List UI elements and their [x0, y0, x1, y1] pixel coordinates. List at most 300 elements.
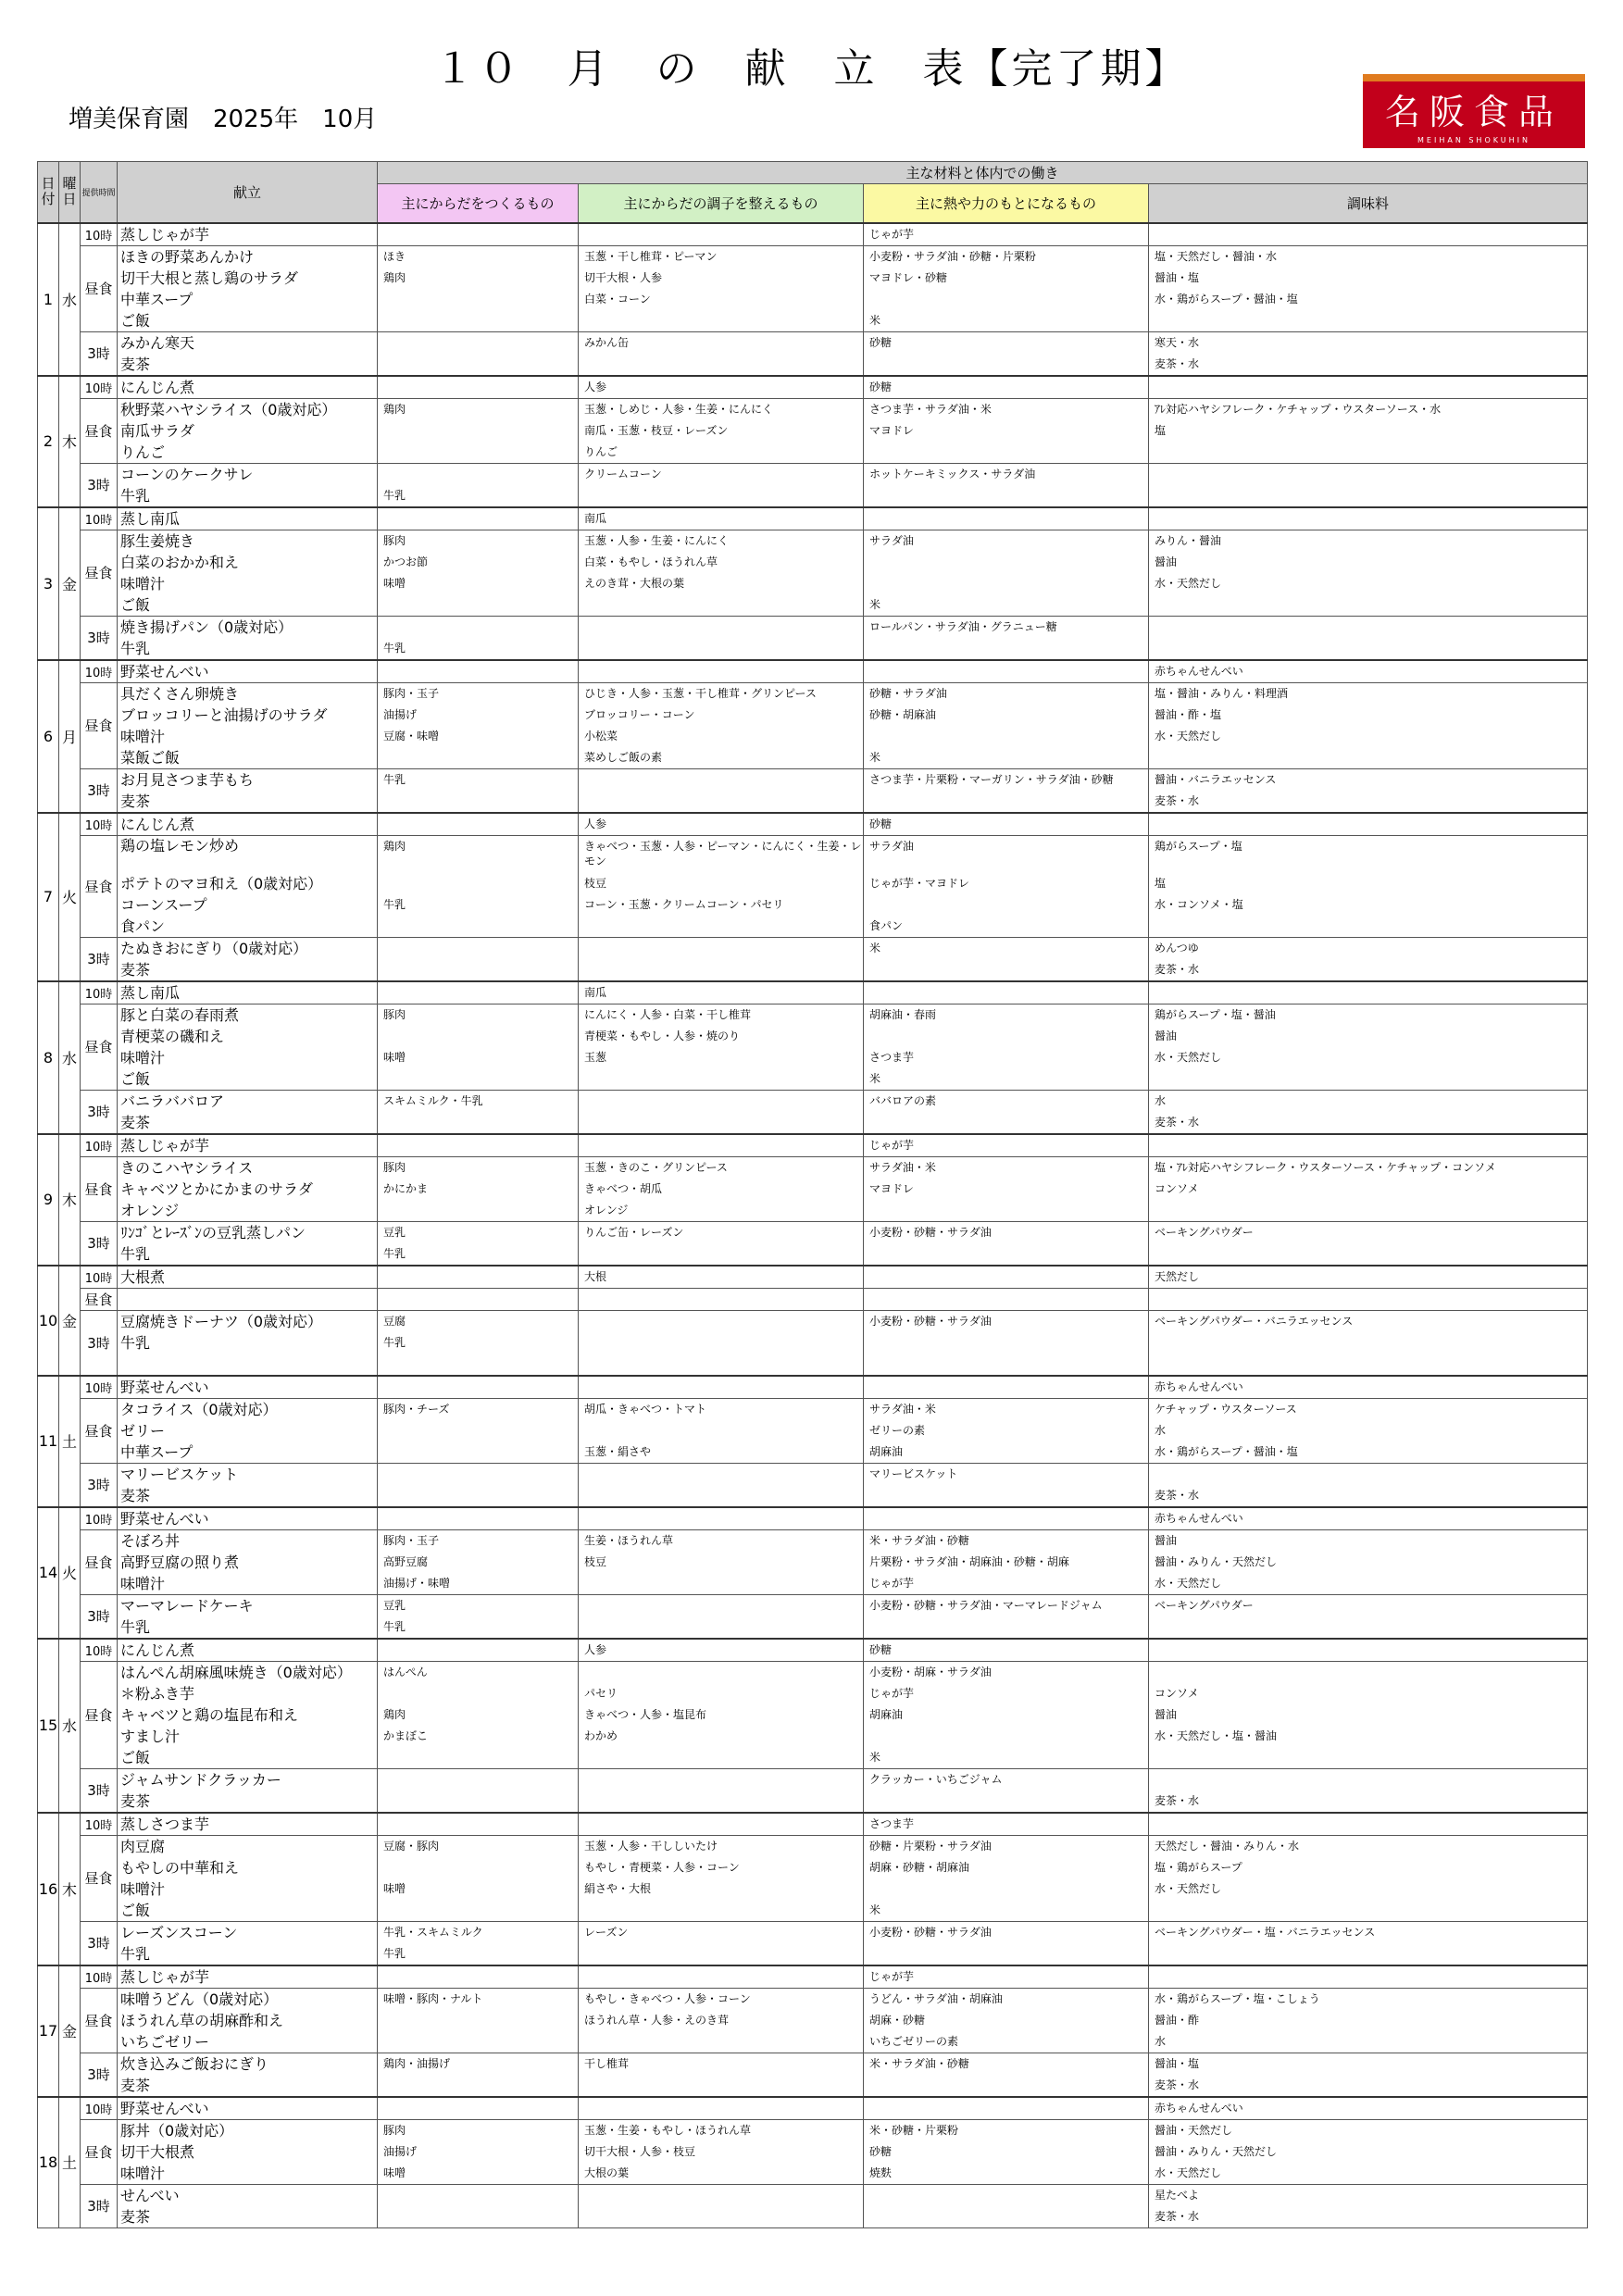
table-row — [38, 331, 1588, 376]
time-cell: 3時 — [81, 768, 118, 813]
conditioning-ingredient-cell — [579, 1156, 864, 1221]
body-ingredient-cell — [378, 463, 579, 507]
table-row — [38, 1507, 1588, 1530]
seasoning-line — [1155, 814, 1587, 835]
time-cell: 3時 — [81, 1221, 118, 1266]
table-row — [38, 1639, 1588, 1662]
header-energy: 主に熱や力のもとになるもの — [864, 184, 1149, 223]
body-ingredient-cell — [378, 1921, 579, 1965]
time-cell: 昼食 — [81, 2119, 118, 2184]
energy-ingredient-line: 砂糖 — [869, 380, 893, 393]
seasoning-line — [1155, 224, 1587, 245]
dish-line: 牛乳 — [120, 486, 151, 505]
date-cell: 10 — [38, 1266, 59, 1376]
dish-line: 野菜せんべい — [120, 2099, 209, 2117]
body-ingredient-line — [383, 1814, 578, 1835]
seasoning-line: 麦茶・水 — [1155, 1115, 1200, 1129]
conditioning-ingredient-line — [584, 959, 863, 980]
energy-ingredient-line: さつま芋 — [869, 1050, 915, 1064]
energy-ingredient-line: クラッカー・いちごジャム — [869, 1772, 1003, 1786]
energy-ingredient-line: 小麦粉・サラダ油・砂糖・片栗粉 — [869, 249, 1036, 263]
dish-cell — [118, 331, 378, 376]
logo-stripe — [1363, 74, 1585, 81]
dish-cell — [118, 1594, 378, 1639]
dish-line: 蒸しじゃが芋 — [120, 1967, 210, 1986]
body-ingredient-line — [383, 2098, 578, 2119]
conditioning-ingredient-line: 生姜・ほうれん草 — [584, 1533, 674, 1547]
seasoning-line: 醤油 — [1155, 555, 1178, 568]
seasoning-line — [1155, 1640, 1587, 1661]
energy-ingredient-line — [869, 1943, 1148, 1965]
energy-ingredient-line — [869, 1878, 1148, 1900]
body-ingredient-line — [383, 2206, 578, 2227]
dish-cell — [118, 376, 378, 399]
dish-line — [120, 1289, 377, 1310]
seasoning-cell — [1149, 1921, 1588, 1965]
energy-ingredient-line — [869, 661, 1148, 682]
company-logo — [1363, 74, 1585, 148]
dish-cell — [118, 1768, 378, 1813]
seasoning-line: 麦茶・水 — [1155, 962, 1200, 976]
seasoning-line: 天然だし・醤油・みりん・水 — [1155, 1839, 1300, 1853]
body-ingredient-cell — [378, 530, 579, 616]
energy-ingredient-line — [869, 485, 1148, 506]
conditioning-ingredient-line: えのき茸・大根の葉 — [584, 576, 685, 590]
table-row — [38, 660, 1588, 683]
conditioning-ingredient-line: パセリ — [584, 1686, 618, 1700]
conditioning-ingredient-cell — [579, 1134, 864, 1157]
seasoning-cell — [1149, 398, 1588, 463]
energy-ingredient-line — [869, 959, 1148, 980]
time-cell: 昼食 — [81, 1004, 118, 1090]
body-ingredient-line — [383, 1747, 578, 1768]
dish-line: 野菜せんべい — [120, 1509, 209, 1528]
body-ingredient-line — [383, 1267, 578, 1288]
energy-ingredient-cell — [864, 223, 1149, 246]
dish-line: 麦茶 — [120, 1791, 151, 1810]
time-cell: 昼食 — [81, 530, 118, 616]
dish-cell — [118, 1090, 378, 1134]
time-cell: 3時 — [81, 616, 118, 660]
seasoning-cell — [1149, 981, 1588, 1004]
seasoning-cell — [1149, 376, 1588, 399]
dish-line: マーマレードケーキ — [120, 1596, 254, 1615]
weekday-cell: 火 — [59, 813, 81, 981]
energy-ingredient-line: マヨドレ — [869, 423, 915, 437]
energy-ingredient-cell — [864, 530, 1149, 616]
seasoning-line — [1155, 1814, 1587, 1835]
dish-line: ジャムサンドクラッカー — [120, 1770, 281, 1789]
time-cell: 3時 — [81, 2053, 118, 2097]
conditioning-ingredient-line: 切干大根・人参 — [584, 270, 663, 284]
seasoning-cell — [1149, 1398, 1588, 1463]
weekday-cell: 木 — [59, 376, 81, 507]
dish-line: 豚生姜焼き — [120, 531, 195, 550]
body-ingredient-line — [383, 310, 578, 331]
energy-ingredient-line — [869, 1616, 1148, 1638]
time-cell: 10時 — [81, 1813, 118, 1836]
energy-ingredient-cell — [864, 1835, 1149, 1921]
body-ingredient-line: 鶏肉 — [383, 1707, 406, 1721]
seasoning-line — [1155, 916, 1587, 937]
dish-line: せんべい — [120, 2186, 180, 2204]
dish-cell — [118, 507, 378, 530]
seasoning-line: 塩 — [1155, 876, 1167, 890]
body-ingredient-line — [383, 1135, 578, 1156]
conditioning-ingredient-line: みかん缶 — [584, 335, 630, 349]
energy-ingredient-cell — [864, 2053, 1149, 2097]
dish-cell — [118, 1398, 378, 1463]
conditioning-ingredient-line: ひじき・人参・玉葱・干し椎茸・グリンピース — [584, 686, 817, 700]
date-cell: 1 — [38, 223, 59, 376]
energy-ingredient-cell — [864, 937, 1149, 981]
energy-ingredient-line: 胡麻・砂糖・胡麻油 — [869, 1860, 970, 1874]
body-ingredient-line — [383, 661, 578, 682]
dish-line: 麦茶 — [120, 1113, 151, 1131]
seasoning-line: ｱﾚ対応ハヤシフレーク・ケチャップ・ウスターソース・水 — [1155, 402, 1442, 416]
seasoning-line: 水・天然だし — [1155, 1050, 1222, 1064]
body-ingredient-line — [383, 1377, 578, 1398]
table-row — [38, 1221, 1588, 1266]
body-ingredient-line — [383, 1068, 578, 1090]
body-ingredient-line — [383, 224, 578, 245]
body-ingredient-cell — [378, 1156, 579, 1221]
conditioning-ingredient-line: もやし・きゃべつ・人参・コーン — [584, 1991, 751, 2005]
energy-ingredient-cell — [864, 682, 1149, 768]
seasoning-line — [1155, 1354, 1587, 1375]
conditioning-ingredient-line: コーン・玉葱・クリームコーン・パセリ — [584, 897, 784, 911]
table-row — [38, 223, 1588, 246]
conditioning-ingredient-line — [584, 1289, 863, 1310]
energy-ingredient-line — [869, 1267, 1148, 1288]
energy-ingredient-cell — [864, 768, 1149, 813]
weekday-cell: 金 — [59, 507, 81, 660]
time-cell: 3時 — [81, 2184, 118, 2227]
table-row — [38, 981, 1588, 1004]
body-ingredient-cell — [378, 937, 579, 981]
conditioning-ingredient-line: にんにく・人参・白菜・干し椎茸 — [584, 1007, 752, 1021]
seasoning-line: 麦茶・水 — [1155, 356, 1200, 370]
body-ingredient-cell — [378, 1221, 579, 1266]
energy-ingredient-line — [869, 894, 1148, 916]
dish-cell — [118, 1288, 378, 1310]
body-ingredient-cell — [378, 1988, 579, 2053]
seasoning-line — [1155, 1616, 1587, 1638]
body-ingredient-line: かにかま — [383, 1181, 429, 1195]
dish-cell — [118, 835, 378, 937]
conditioning-ingredient-line — [584, 1769, 863, 1791]
dish-line: はんぺん胡麻風味焼き（0歳対応） — [120, 1663, 352, 1681]
time-cell: 10時 — [81, 1266, 118, 1289]
dish-line: そぼろ丼 — [120, 1531, 181, 1550]
dish-line: 味噌汁 — [120, 574, 166, 593]
table-row — [38, 1529, 1588, 1594]
energy-ingredient-line: 米 — [869, 597, 881, 611]
seasoning-line: 水・コンソメ・塩 — [1155, 897, 1243, 911]
dish-line: 牛乳 — [120, 1244, 151, 1263]
table-row — [38, 2053, 1588, 2097]
seasoning-line — [1155, 1289, 1587, 1310]
table-row — [38, 1004, 1588, 1090]
dish-cell — [118, 463, 378, 507]
seasoning-cell — [1149, 682, 1588, 768]
seasoning-line — [1155, 1747, 1587, 1768]
dish-line: 蒸しさつま芋 — [120, 1815, 210, 1833]
seasoning-line: 赤ちゃんせんべい — [1155, 2101, 1243, 2115]
conditioning-ingredient-line: 大根 — [584, 1269, 607, 1283]
header-ingredients-group: 主な材料と体内での働き — [378, 162, 1588, 184]
date-cell: 7 — [38, 813, 59, 981]
menu-table — [37, 161, 1588, 2228]
energy-ingredient-cell — [864, 1376, 1149, 1399]
conditioning-ingredient-line: オレンジ — [584, 1203, 629, 1217]
dish-cell — [118, 2184, 378, 2227]
conditioning-ingredient-line: 玉葱・しめじ・人参・生姜・にんにく — [584, 402, 774, 416]
date-cell: 15 — [38, 1639, 59, 1813]
dish-line: もやしの中華和え — [120, 1858, 240, 1877]
conditioning-ingredient-line — [584, 1068, 863, 1090]
table-row — [38, 507, 1588, 530]
body-ingredient-line: 豆腐 — [383, 1314, 406, 1328]
seasoning-line: 醤油 — [1155, 1533, 1178, 1547]
energy-ingredient-line — [869, 1026, 1148, 1047]
conditioning-ingredient-line: 南瓜・玉葱・枝豆・レーズン — [584, 423, 729, 437]
dish-cell — [118, 1529, 378, 1594]
date-cell: 8 — [38, 981, 59, 1134]
energy-ingredient-line — [869, 1726, 1148, 1747]
energy-ingredient-line — [869, 354, 1148, 375]
seasoning-line — [1155, 1332, 1587, 1354]
seasoning-line: 鶏がらスープ・塩・醤油 — [1155, 1007, 1276, 1021]
table-row — [38, 1398, 1588, 1463]
conditioning-ingredient-cell — [579, 1288, 864, 1310]
dish-line: ＊粉ふき芋 — [120, 1684, 195, 1703]
dish-line: にんじん煮 — [120, 815, 195, 833]
seasoning-line: 天然だし — [1155, 1269, 1200, 1283]
body-ingredient-line: 豆乳 — [383, 1225, 406, 1239]
energy-ingredient-line — [869, 1508, 1148, 1529]
conditioning-ingredient-line — [584, 1791, 863, 1812]
dish-cell — [118, 223, 378, 246]
body-ingredient-line — [383, 747, 578, 768]
dish-line: 豚と白菜の春雨煮 — [120, 1005, 240, 1024]
energy-ingredient-line — [869, 289, 1148, 310]
energy-ingredient-cell — [864, 616, 1149, 660]
energy-ingredient-cell — [864, 2184, 1149, 2227]
dish-cell — [118, 1463, 378, 1507]
dish-line: 味噌汁 — [120, 2164, 166, 2182]
seasoning-cell — [1149, 813, 1588, 836]
conditioning-ingredient-line — [584, 1112, 863, 1133]
seasoning-cell — [1149, 1507, 1588, 1530]
body-ingredient-line — [383, 1441, 578, 1463]
energy-ingredient-line: 砂糖・片栗粉・サラダ油 — [869, 1839, 992, 1853]
table-row — [38, 1463, 1588, 1507]
time-cell: 10時 — [81, 813, 118, 836]
conditioning-ingredient-line: 白菜・もやし・ほうれん草 — [584, 555, 718, 568]
weekday-cell: 火 — [59, 1507, 81, 1639]
time-cell: 昼食 — [81, 682, 118, 768]
table-row — [38, 1835, 1588, 1921]
dish-line: ご飯 — [120, 595, 151, 614]
body-ingredient-line — [383, 959, 578, 980]
dish-line: 麦茶 — [120, 2076, 151, 2094]
body-ingredient-line — [383, 377, 578, 398]
dish-line: 菜飯ご飯 — [120, 748, 181, 767]
dish-cell — [118, 1639, 378, 1662]
seasoning-cell — [1149, 1266, 1588, 1289]
seasoning-line — [1155, 982, 1587, 1004]
seasoning-line: コンソメ — [1155, 1686, 1199, 1700]
time-cell: 昼食 — [81, 1156, 118, 1221]
energy-ingredient-line: 砂糖・サラダ油 — [869, 686, 947, 700]
energy-ingredient-line — [869, 573, 1148, 594]
time-cell: 10時 — [81, 1507, 118, 1530]
energy-ingredient-cell — [864, 1661, 1149, 1768]
conditioning-ingredient-line: 絹さや・大根 — [584, 1881, 652, 1895]
conditioning-ingredient-line — [584, 938, 863, 959]
seasoning-cell — [1149, 1463, 1588, 1507]
seasoning-line — [1155, 1068, 1587, 1090]
time-cell: 3時 — [81, 331, 118, 376]
dish-line: 青梗菜の磯和え — [120, 1027, 225, 1045]
conditioning-ingredient-line: 干し椎茸 — [584, 2056, 630, 2070]
body-ingredient-line — [383, 2075, 578, 2096]
seasoning-cell — [1149, 1529, 1588, 1594]
seasoning-cell — [1149, 1221, 1588, 1266]
dish-line: お月見さつま芋もち — [120, 770, 255, 789]
dish-cell — [118, 2053, 378, 2097]
time-cell: 3時 — [81, 1090, 118, 1134]
body-ingredient-line: 豚肉 — [383, 533, 406, 547]
dish-cell — [118, 2097, 378, 2120]
conditioning-ingredient-cell — [579, 1463, 864, 1507]
conditioning-ingredient-line: きゃべつ・人参・塩昆布 — [584, 1707, 707, 1721]
energy-ingredient-line: じゃが芋 — [869, 1138, 915, 1152]
seasoning-cell — [1149, 507, 1588, 530]
seasoning-line — [1155, 1464, 1587, 1485]
dish-line: 肉豆腐 — [120, 1837, 166, 1855]
energy-ingredient-cell — [864, 1965, 1149, 1989]
seasoning-line: 麦茶・水 — [1155, 2209, 1200, 2223]
dish-line: 焼き揚げパン（0歳対応） — [120, 618, 293, 636]
body-ingredient-line: 味噌 — [383, 1050, 406, 1064]
dish-line: 麦茶 — [120, 792, 151, 810]
body-ingredient-cell — [378, 1266, 579, 1289]
conditioning-ingredient-line: きゃべつ・玉葱・人参・ピーマン・にんにく・生姜・レモン — [584, 839, 862, 867]
seasoning-line — [1155, 464, 1587, 485]
date-cell: 6 — [38, 660, 59, 813]
conditioning-ingredient-line — [584, 594, 863, 616]
body-ingredient-line — [383, 1026, 578, 1047]
dish-line: ほきの野菜あんかけ — [120, 247, 255, 266]
body-ingredient-line — [383, 1354, 578, 1375]
energy-ingredient-cell — [864, 660, 1149, 683]
body-ingredient-line: 牛乳 — [383, 1335, 406, 1349]
conditioning-ingredient-line: 玉葱・生姜・もやし・ほうれん草 — [584, 2123, 752, 2137]
seasoning-cell — [1149, 1768, 1588, 1813]
energy-ingredient-cell — [864, 1134, 1149, 1157]
conditioning-ingredient-line: 枝豆 — [584, 1554, 607, 1568]
seasoning-line: 塩・醤油・みりん・料理酒 — [1155, 686, 1289, 700]
dish-line: ご飯 — [120, 1748, 151, 1766]
table-row — [38, 1988, 1588, 2053]
conditioning-ingredient-line — [584, 1420, 863, 1441]
conditioning-ingredient-line — [584, 1377, 863, 1398]
energy-ingredient-line: 小麦粉・砂糖・サラダ油 — [869, 1314, 992, 1328]
time-cell: 10時 — [81, 507, 118, 530]
seasoning-line: 赤ちゃんせんべい — [1155, 1379, 1243, 1393]
conditioning-ingredient-line: 南瓜 — [584, 511, 607, 525]
energy-ingredient-line: マヨドレ — [869, 1181, 915, 1195]
body-ingredient-cell — [378, 2053, 579, 2097]
body-ingredient-line — [383, 420, 578, 442]
table-row — [38, 463, 1588, 507]
table-row — [38, 245, 1588, 331]
time-cell: 10時 — [81, 376, 118, 399]
body-ingredient-line — [383, 617, 578, 638]
energy-ingredient-cell — [864, 1288, 1149, 1310]
time-cell: 10時 — [81, 660, 118, 683]
conditioning-ingredient-cell — [579, 1266, 864, 1289]
seasoning-cell — [1149, 1004, 1588, 1090]
body-ingredient-line: 牛乳・スキムミルク — [383, 1925, 483, 1939]
energy-ingredient-line: ゼリーの素 — [869, 1423, 926, 1437]
page-title: １０ 月 の 献 立 表【完了期】 — [433, 45, 1190, 93]
dish-cell — [118, 1266, 378, 1289]
seasoning-line: 水 — [1155, 2034, 1167, 2048]
body-ingredient-line: 油揚げ — [383, 2144, 418, 2158]
conditioning-ingredient-line: 白菜・コーン — [584, 292, 651, 306]
body-ingredient-line: 鶏肉 — [383, 402, 406, 416]
body-ingredient-line: 豚肉・チーズ — [383, 1402, 450, 1416]
seasoning-line — [1155, 377, 1587, 398]
weekday-cell: 水 — [59, 1639, 81, 1813]
conditioning-ingredient-cell — [579, 1921, 864, 1965]
dish-line: 野菜せんべい — [120, 662, 209, 680]
body-ingredient-line: 豚肉・玉子 — [383, 686, 440, 700]
conditioning-ingredient-cell — [579, 1661, 864, 1768]
energy-ingredient-line: 砂糖 — [869, 1642, 893, 1656]
seasoning-line: 水・天然だし — [1155, 729, 1222, 742]
conditioning-ingredient-cell — [579, 463, 864, 507]
dish-line: 味噌汁 — [120, 1048, 166, 1067]
seasoning-line: ケチャップ・ウスターソース — [1155, 1402, 1297, 1416]
energy-ingredient-cell — [864, 1921, 1149, 1965]
energy-ingredient-cell — [864, 1768, 1149, 1813]
dish-line: 白菜のおかか和え — [120, 553, 240, 571]
conditioning-ingredient-line — [584, 638, 863, 659]
header-weekday: 曜日 — [59, 162, 81, 223]
body-ingredient-line: スキムミルク・牛乳 — [383, 1093, 483, 1107]
seasoning-cell — [1149, 530, 1588, 616]
seasoning-line: 塩・鶏がらスープ — [1155, 1860, 1242, 1874]
seasoning-line — [1155, 1243, 1587, 1265]
body-ingredient-line: 牛乳 — [383, 1946, 406, 1960]
table-row — [38, 1134, 1588, 1157]
body-ingredient-line: 豆腐・豚肉 — [383, 1839, 440, 1853]
seasoning-line: ベーキングパウダー — [1155, 1598, 1254, 1612]
seasoning-line: 寒天・水 — [1155, 335, 1200, 349]
seasoning-line — [1155, 310, 1587, 331]
time-cell: 昼食 — [81, 245, 118, 331]
conditioning-ingredient-line: 切干大根・人参・枝豆 — [584, 2144, 696, 2158]
body-ingredient-line: 豆腐・味噌 — [383, 729, 440, 742]
conditioning-ingredient-cell — [579, 376, 864, 399]
energy-ingredient-cell — [864, 1813, 1149, 1836]
seasoning-line: 醤油・塩 — [1155, 2056, 1200, 2070]
date-cell: 16 — [38, 1813, 59, 1965]
